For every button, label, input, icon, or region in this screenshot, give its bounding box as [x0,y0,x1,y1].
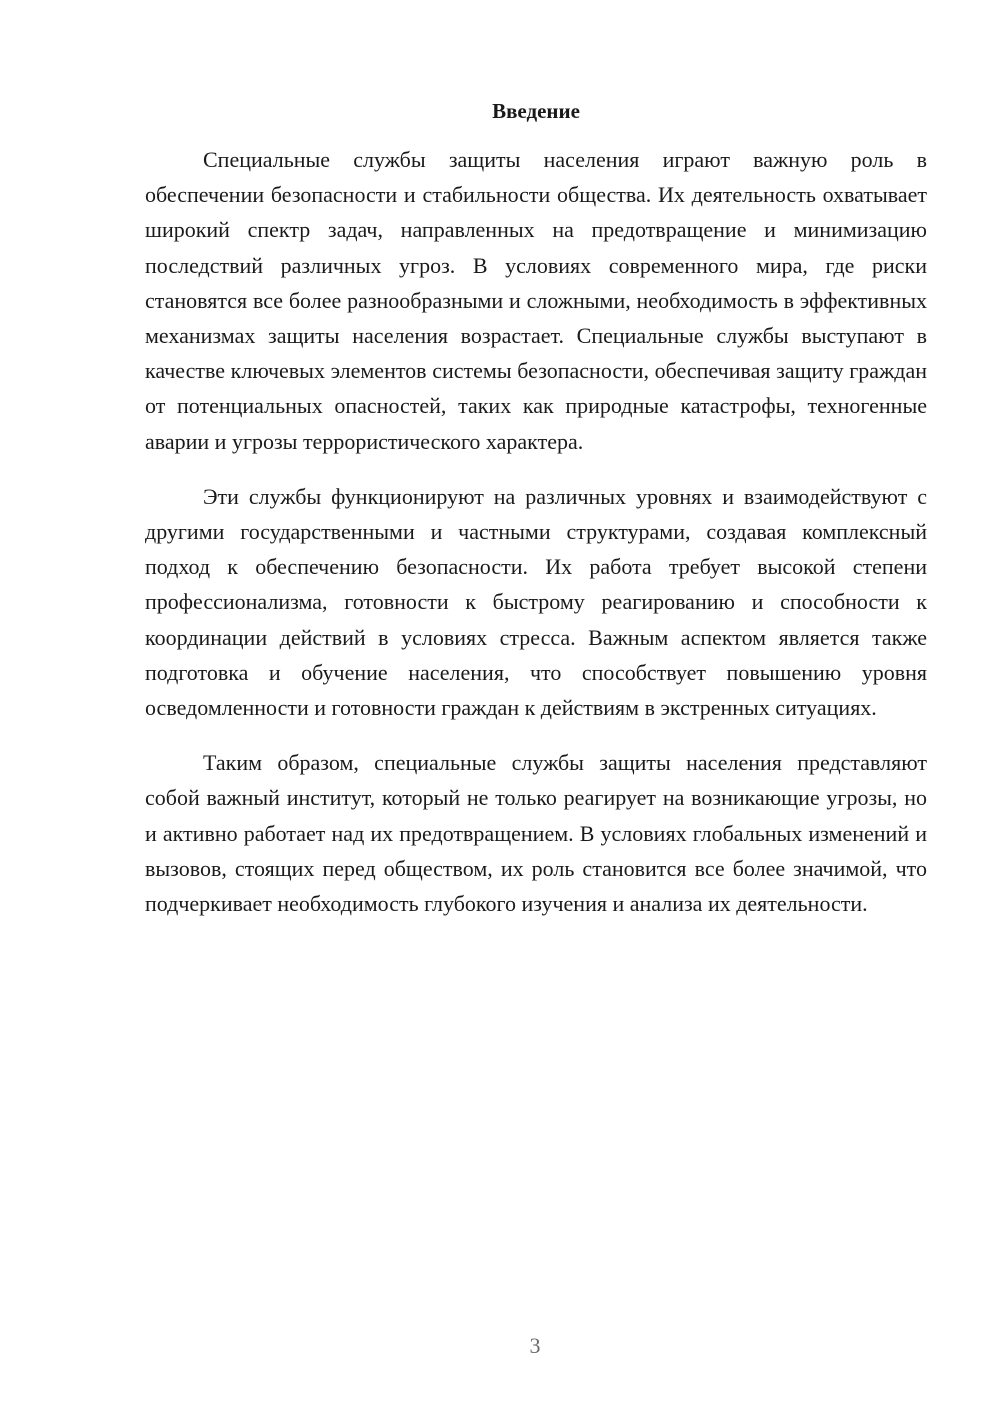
page-number: 3 [529,1333,541,1358]
paragraph-3: Таким образом, специальные службы защиты населения представляют собой важный институт, который не только реагирует на возникающие угрозы, но и активно работает над их предотвращением. В условиях глобальных изменений и вызовов, стоящих перед обществом, их роль становится все более значимой, что подчеркивает необходимость глубокого изучения и анализа их деятельности. [145,750,927,917]
paragraph-1: Специальные службы защиты населения играют важную роль в обеспечении безопасности и стабильности общества. Их деятельность охватывает широкий спектр задач, направленных на предотвращение и минимизацию последствий различных угроз. В условиях современного мира, где риски становятся все более разнообразными и сложными, необходимость в эффективных механизмах защиты населения возрастает. Специальные службы выступают в качестве ключевых элементов системы безопасности, обеспечивая защиту граждан от потенциальных опасностей, таких как природные катастрофы, техногенные аварии и угрозы террористического характера. [145,147,927,454]
body-text [145,142,927,941]
section-heading: Введение [492,99,580,123]
paragraph-2: Эти службы функционируют на различных уровнях и взаимодействуют с другими государственными и частными структурами, создавая комплексный подход к обеспечению безопасности. Их работа требует высокой степени профессионализма, готовности к быстрому реагированию и способности к координации действий в условиях стресса. Важным аспектом является также подготовка и обучение населения, что способствует повышению уровня осведомленности и готовности граждан к действиям в экстренных ситуациях. [145,483,927,721]
